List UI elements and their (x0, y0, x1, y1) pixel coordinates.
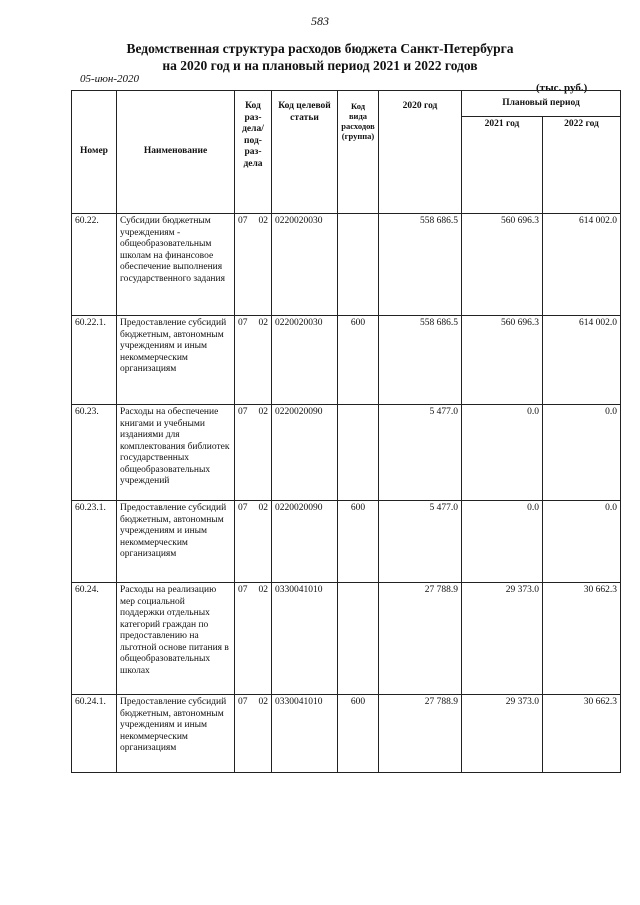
row-value-2021: 0.0 (462, 405, 543, 501)
row-value-2022: 0.0 (543, 405, 621, 501)
row-section-code (235, 405, 272, 501)
row-section: 07 (238, 216, 248, 226)
row-value-2022: 30 662.3 (543, 583, 621, 695)
row-value-2022: 0.0 (543, 501, 621, 583)
header-number: Номер (72, 91, 117, 214)
row-section-code (235, 695, 272, 773)
row-name: Расходы на обеспечение книгами и учебными изданиями для комплектования библиотек государственных общеобразовательных учреждений (117, 405, 235, 501)
document-date: 05-июн-2020 (80, 73, 140, 85)
row-value-2022: 30 662.3 (543, 695, 621, 773)
row-expense-type: 600 (338, 695, 379, 773)
row-section: 07 (238, 697, 248, 707)
row-subsection: 02 (258, 318, 268, 328)
row-value-2020: 558 686.5 (379, 316, 462, 405)
row-value-2020: 27 788.9 (379, 695, 462, 773)
row-name: Предоставление субсидий бюджетным, автономным учреждениям и иным некоммерческим организациям (117, 316, 235, 405)
table-row (72, 316, 621, 405)
title-line-1: Ведомственная структура расходов бюджета Санкт-Петербурга (126, 41, 514, 56)
row-value-2021: 29 373.0 (462, 583, 543, 695)
row-value-2022: 614 002.0 (543, 214, 621, 316)
row-section-code (235, 583, 272, 695)
row-expense-type (338, 214, 379, 316)
row-expense-type: 600 (338, 316, 379, 405)
row-target-code: 0220020030 (272, 214, 338, 316)
row-name: Субсидии бюджетным учреждениям - общеобразовательным школам на финансовое обеспечение выполнения государственного задания (117, 214, 235, 316)
title-line-2: на 2020 год и на плановый период 2021 и 2022 годов (162, 58, 478, 73)
row-value-2020: 5 477.0 (379, 405, 462, 501)
row-subsection: 02 (258, 503, 268, 513)
units-label: (тыс. руб.) (536, 82, 588, 94)
header-2022: 2022 год (543, 117, 621, 214)
row-value-2021: 560 696.3 (462, 214, 543, 316)
header-expense-type: Код вида расходов (группа) (338, 91, 379, 214)
row-value-2021: 560 696.3 (462, 316, 543, 405)
row-name: Предоставление субсидий бюджетным, автономным учреждениям и иным некоммерческим организациям (117, 695, 235, 773)
row-subsection: 02 (258, 407, 268, 417)
row-number: 60.22. (72, 214, 117, 316)
row-target-code: 0220020090 (272, 405, 338, 501)
row-subsection: 02 (258, 697, 268, 707)
row-value-2020: 558 686.5 (379, 214, 462, 316)
table-row (72, 214, 621, 316)
row-value-2020: 5 477.0 (379, 501, 462, 583)
row-value-2021: 0.0 (462, 501, 543, 583)
row-name: Предоставление субсидий бюджетным, автономным учреждениям и иным некоммерческим организациям (117, 501, 235, 583)
header-name: Наименование (117, 91, 235, 214)
row-number: 60.22.1. (72, 316, 117, 405)
header-section: Код раз- дела/ под- раз- дела (235, 91, 272, 214)
row-section-code (235, 316, 272, 405)
header-2021: 2021 год (462, 117, 543, 214)
row-subsection: 02 (258, 216, 268, 226)
row-number: 60.23.1. (72, 501, 117, 583)
row-number: 60.23. (72, 405, 117, 501)
row-section: 07 (238, 407, 248, 417)
table-row (72, 583, 621, 695)
table-row (72, 695, 621, 773)
row-target-code: 0330041010 (272, 695, 338, 773)
table-row (72, 405, 621, 501)
row-value-2022: 614 002.0 (543, 316, 621, 405)
row-name: Расходы на реализацию мер социальной поддержки отдельных категорий граждан по предоставлению на льготной основе питания в общеобразовательных школах (117, 583, 235, 695)
row-expense-type (338, 583, 379, 695)
expenditure-table (71, 90, 621, 773)
row-expense-type: 600 (338, 501, 379, 583)
row-target-code: 0330041010 (272, 583, 338, 695)
row-subsection: 02 (258, 585, 268, 595)
header-planned-period: Плановый период (462, 91, 621, 117)
row-value-2020: 27 788.9 (379, 583, 462, 695)
row-section: 07 (238, 585, 248, 595)
row-section-code (235, 214, 272, 316)
row-number: 60.24.1. (72, 695, 117, 773)
row-expense-type (338, 405, 379, 501)
row-section: 07 (238, 318, 248, 328)
row-value-2021: 29 373.0 (462, 695, 543, 773)
row-target-code: 0220020090 (272, 501, 338, 583)
row-section-code (235, 501, 272, 583)
row-number: 60.24. (72, 583, 117, 695)
row-section: 07 (238, 503, 248, 513)
document-title (0, 40, 640, 74)
row-target-code: 0220020030 (272, 316, 338, 405)
header-2020: 2020 год (379, 91, 462, 214)
page-number: 583 (311, 14, 329, 28)
table-row (72, 501, 621, 583)
header-target: Код целевой статьи (272, 91, 338, 214)
